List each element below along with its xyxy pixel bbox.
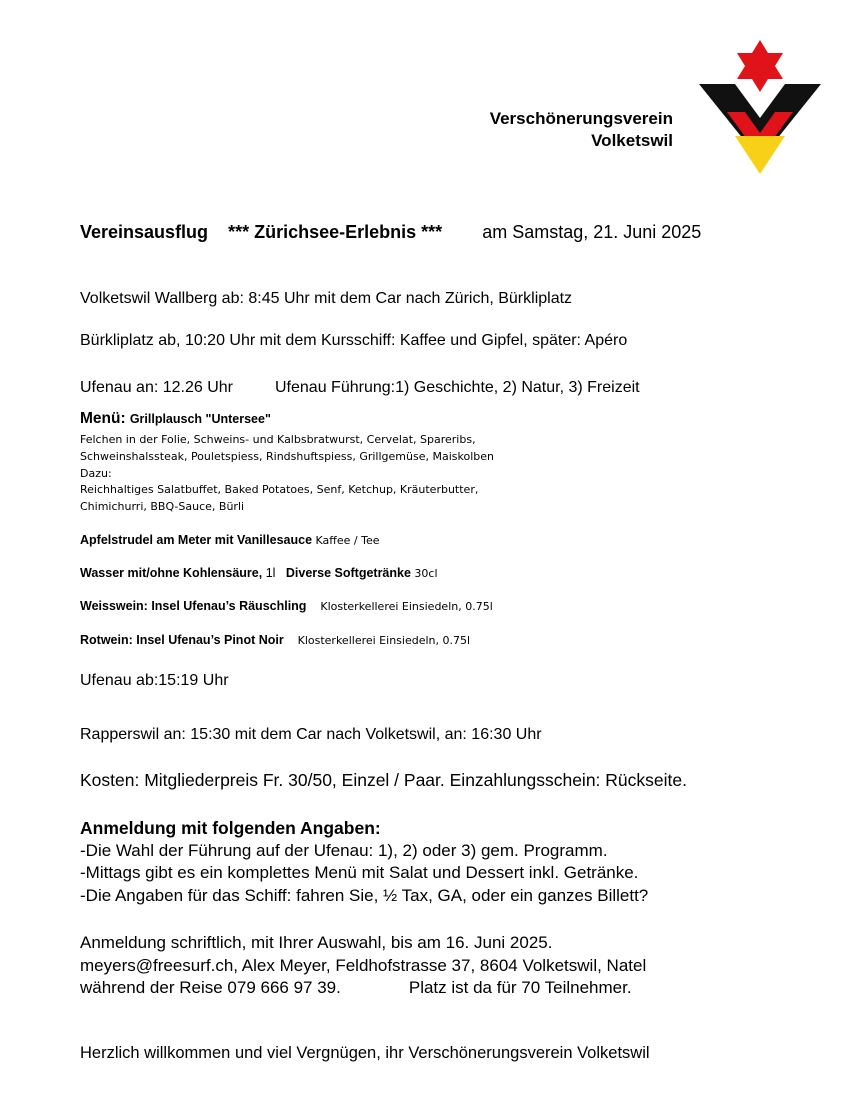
menu-line: Felchen in der Folie, Schweins- und Kalbsbratwurst, Cervelat, Spareribs, (80, 433, 476, 446)
menu-line: Dazu: (80, 466, 112, 480)
ufenau-tour: Ufenau Führung:1) Geschichte, 2) Natur, 3) Freizeit (275, 379, 640, 396)
white-wine-note: Klosterkellerei Einsiedeln, 0.75l (320, 600, 493, 613)
registration-item: -Die Angaben für das Schiff: fahren Sie, ½ Tax, GA, oder ein ganzes Billett? (80, 885, 649, 905)
menu-heading (80, 410, 271, 428)
softdrinks: Diverse Softgetränke (285, 566, 411, 580)
red-wine-note: Klosterkellerei Einsiedeln, 0.75l (297, 634, 471, 647)
event-date: am Samstag, 21. Juni 2025 (482, 222, 702, 242)
white-wine-line (80, 599, 493, 613)
red-wine: Rotwein: Insel Ufenau’s Pinot Noir (80, 633, 284, 647)
red-wine-line (80, 633, 470, 647)
contact-block (80, 932, 646, 1000)
registration-heading: Anmeldung mit folgenden Angaben: (80, 818, 381, 838)
volketswil-crest-icon (697, 40, 823, 176)
registration-block (80, 817, 648, 907)
registration-item: -Mittags gibt es ein komplettes Menü mit Salat und Dessert inkl. Getränke. (80, 863, 639, 882)
event-label: Vereinsausflug (80, 222, 209, 242)
registration-item: -Die Wahl der Führung auf der Ufenau: 1), 2) oder 3) gem. Programm. (80, 840, 608, 860)
dessert-note: Kaffee / Tee (315, 534, 380, 547)
closing-line: Herzlich willkommen und viel Vergnügen, ihr Verschönerungsverein Volketswil (80, 1044, 650, 1062)
chevron-yellow (735, 136, 785, 174)
water-size: 1l (265, 566, 276, 580)
ufenau-arrival: Ufenau an: 12.26 Uhr (80, 379, 233, 396)
dessert: Apfelstrudel am Meter mit Vanillesauce (80, 533, 313, 547)
white-wine: Weisswein: Insel Ufenau’s Räuschling (80, 599, 307, 613)
ship-line: Bürkliplatz ab, 10:20 Uhr mit dem Kursschiff: Kaffee und Gipfel, später: Apéro (80, 332, 628, 349)
contact-line1: Anmeldung schriftlich, mit Ihrer Auswahl, bis am 16. Juni 2025. (80, 933, 553, 952)
organization-name (490, 108, 673, 152)
contact-line2: meyers@freesurf.ch, Alex Meyer, Feldhofstrasse 37, 8604 Volketswil, Natel (80, 955, 647, 975)
contact-line3-row (80, 977, 646, 1000)
capacity-note: Platz ist da für 70 Teilnehmer. (408, 978, 632, 997)
ufenau-departure-line: Ufenau ab:15:19 Uhr (80, 672, 229, 689)
softdrinks-size: 30cl (414, 567, 438, 580)
menu-line: Schweinshalssteak, Pouletspiess, Rindshuftspiess, Grillgemüse, Maiskolben (80, 449, 494, 463)
costs-line: Kosten: Mitgliederpreis Fr. 30/50, Einzel / Paar. Einzahlungsschein: Rückseite. (80, 770, 687, 790)
rapperswil-line: Rapperswil an: 15:30 mit dem Car nach Volketswil, an: 16:30 Uhr (80, 726, 542, 743)
menu-line: Chimichurri, BBQ-Sauce, Bürli (80, 500, 245, 514)
ufenau-arrival-line (80, 379, 640, 397)
menu-items (80, 432, 494, 516)
menu-name: Grillplausch "Untersee" (129, 412, 271, 426)
water-line (80, 566, 438, 580)
water: Wasser mit/ohne Kohlensäure, (80, 566, 263, 580)
star-icon (737, 40, 783, 92)
dessert-line (80, 533, 379, 547)
departure-line: Volketswil Wallberg ab: 8:45 Uhr mit dem Car nach Zürich, Bürkliplatz (80, 290, 573, 307)
event-title (80, 222, 701, 243)
org-name-line1: Verschönerungsverein (489, 109, 673, 128)
event-name: *** Zürichsee-Erlebnis *** (228, 222, 443, 242)
contact-line3: während der Reise 079 666 97 39. (80, 978, 341, 997)
menu-label: Menü: (80, 410, 126, 427)
org-name-line2: Volketswil (591, 131, 673, 150)
menu-line: Reichhaltiges Salatbuffet, Baked Potatoes, Senf, Ketchup, Kräuterbutter, (80, 483, 479, 497)
